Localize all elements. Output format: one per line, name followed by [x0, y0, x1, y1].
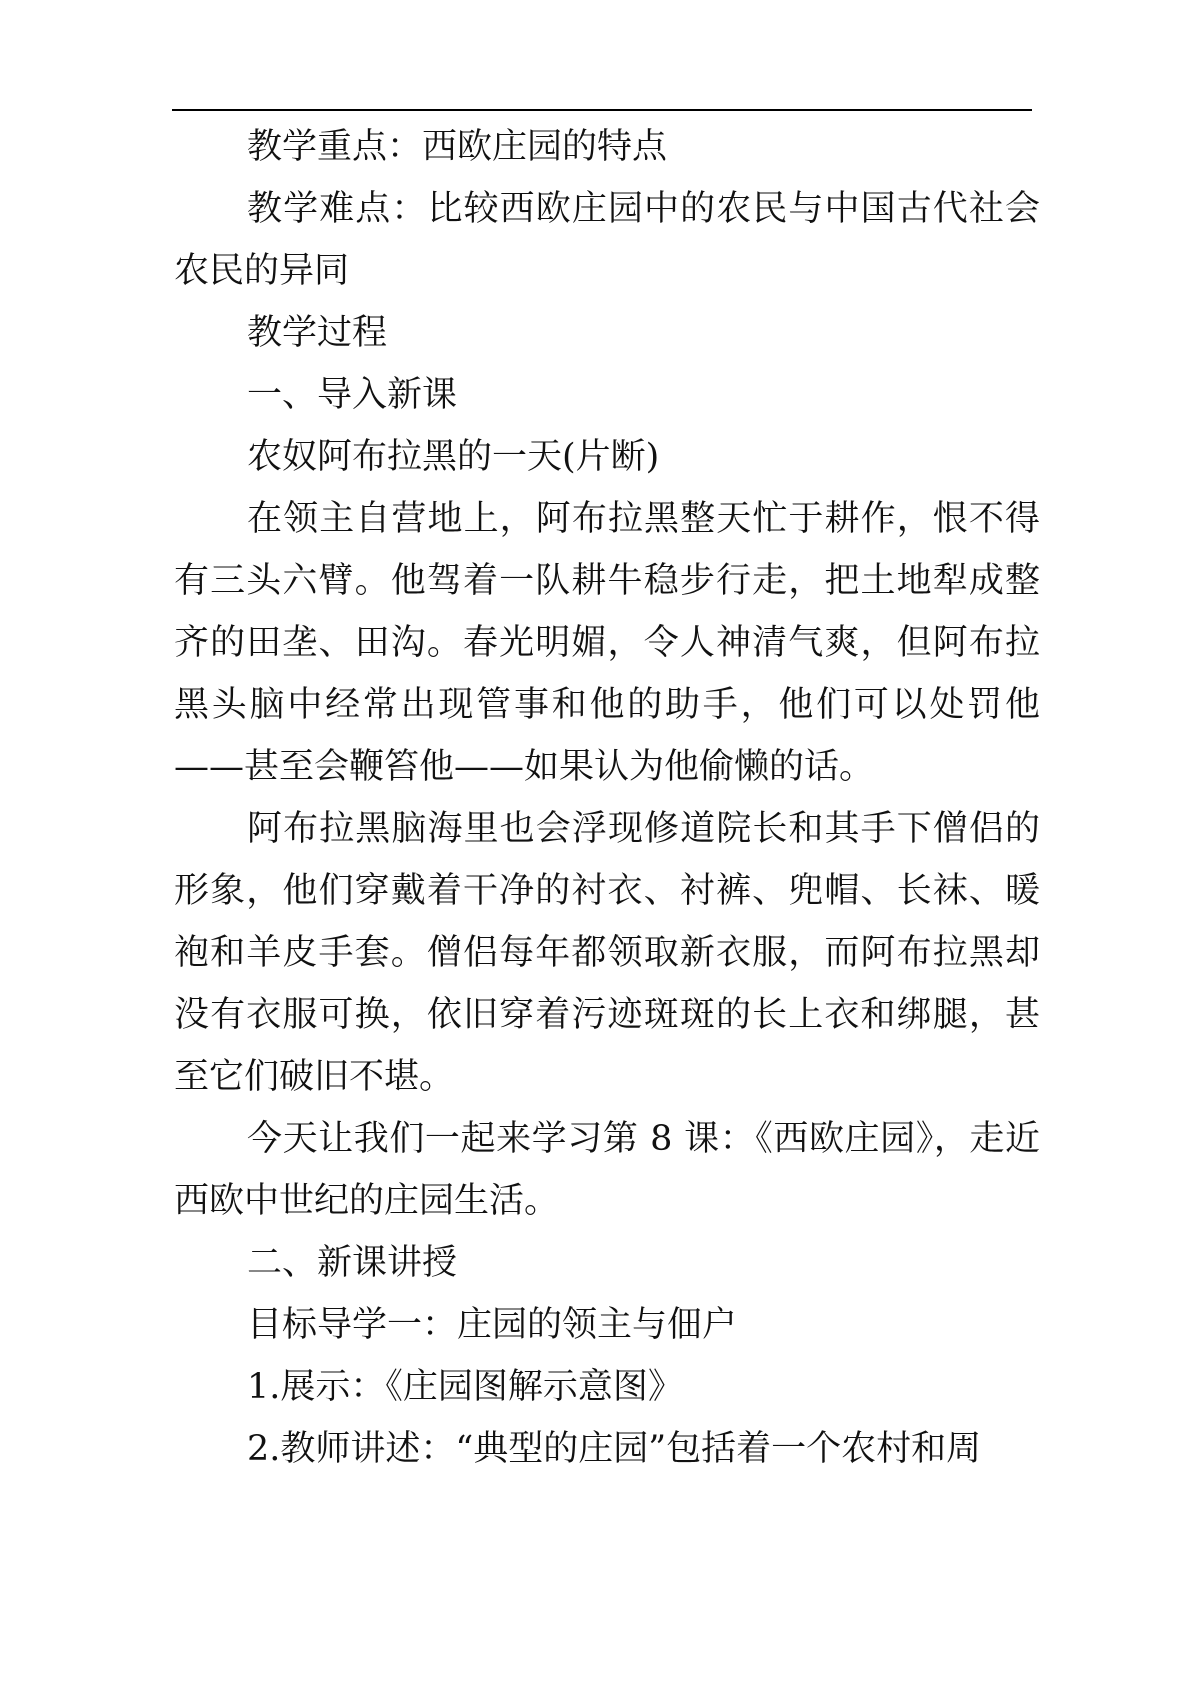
paragraph-objective-one: 目标导学一：庄园的领主与佃户 [247, 1305, 738, 1345]
paragraph-item-1: 1.展示：《庄园图解示意图》 [247, 1367, 683, 1407]
header-divider [172, 109, 1032, 111]
paragraph-teaching-difficulty: 教学难点：比较西欧庄园中的农民与中国古代社会农民的异同 [174, 189, 1040, 291]
section-heading-new-lesson: 二、新课讲授 [247, 1243, 458, 1283]
section-heading-intro: 一、导入新课 [247, 375, 458, 415]
paragraph-story-title: 农奴阿布拉黑的一天(片断) [247, 437, 660, 477]
paragraph-item-2: 2.教师讲述：“典型的庄园”包括着一个农村和周 [247, 1429, 982, 1469]
paragraph-story-part-1: 在领主自营地上，阿布拉黑整天忙于耕作，恨不得有三头六臂。他驾着一队耕牛稳步行走，把土地犁成整齐的田垄、田沟。春光明媚，令人神清气爽，但阿布拉黑头脑中经常出现管事和他的助手，他们可以处罚他——甚至会鞭笞他——如果认为他偷懒的话。 [174, 499, 1040, 787]
document-body [174, 116, 1040, 1480]
paragraph-teaching-focus: 教学重点：西欧庄园的特点 [247, 127, 668, 167]
paragraph-story-part-2: 阿布拉黑脑海里也会浮现修道院长和其手下僧侣的形象，他们穿戴着干净的衬衣、衬裤、兜帽、长袜、暖袍和羊皮手套。僧侣每年都领取新衣服，而阿布拉黑却没有衣服可换，依旧穿着污迹斑斑的长上衣和绑腿，甚至它们破旧不堪。 [174, 809, 1040, 1097]
paragraph-teaching-process: 教学过程 [247, 313, 388, 353]
paragraph-lesson-intro: 今天让我们一起来学习第 8 课：《西欧庄园》，走近西欧中世纪的庄园生活。 [174, 1119, 1040, 1221]
